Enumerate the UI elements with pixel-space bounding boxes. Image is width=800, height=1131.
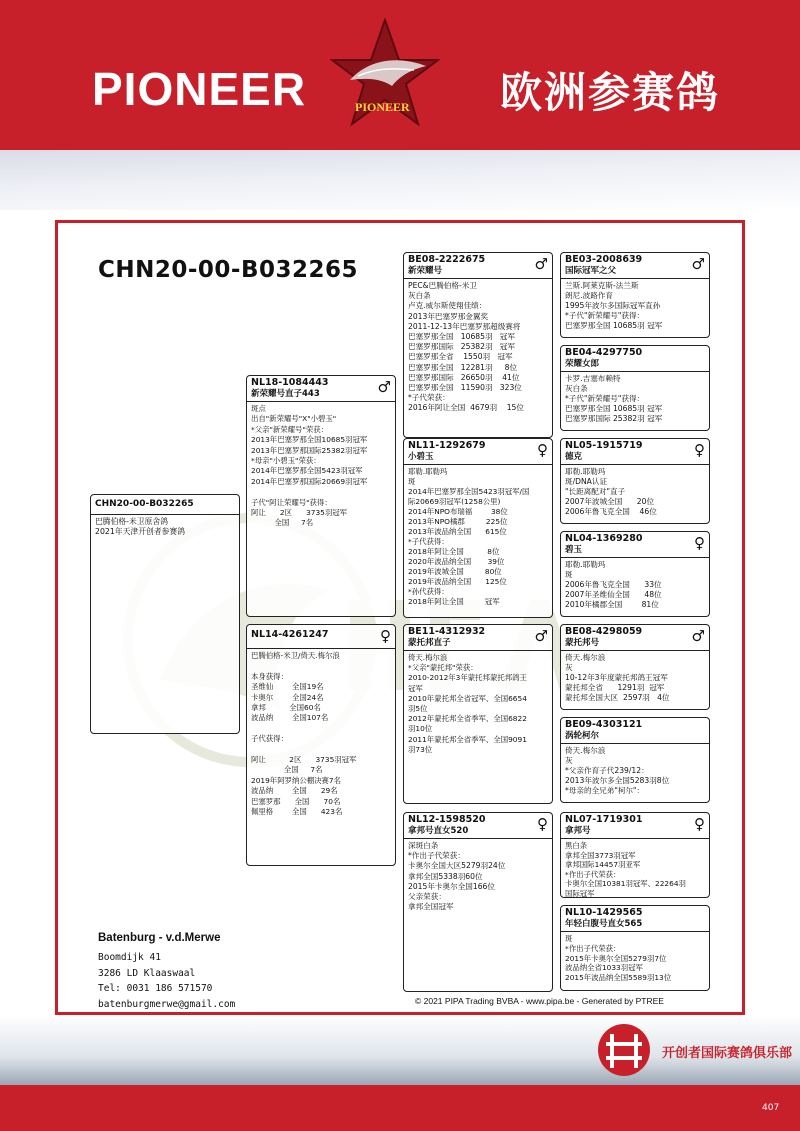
sd-dam-ring: NL04-1369280 (565, 533, 643, 544)
subject-details: 巴腾伯格-米卫原舍鸽 2021年天津开创者参赛鸽 (95, 517, 186, 537)
ss-dam-details: 卡罗.吉塞布赖特 灰白条 *子代"新荣耀号"获得： 巴塞罗那全国 10685羽 冠军 巴塞罗那国际 25382羽 冠军 (565, 374, 663, 423)
dd-sire-ring: NL07-1719301 (565, 814, 643, 825)
dam-sire-details: 倚天.梅尔浪 *父亲"蒙托邦"荣获： 2010-2012年3年蒙托邦蒙托邦鸽王 冠军 2010年蒙托邦全省冠军、全国6654 羽5位 2012年蒙托邦全省季军、全国6822 羽10位 2011年蒙托邦全省季军、全国9091 羽73位 (408, 653, 527, 754)
female-icon: ♀ (537, 815, 548, 833)
female-icon: ♀ (694, 534, 705, 552)
sire-sire-box (403, 252, 553, 438)
pioneer-star-logo (330, 18, 440, 136)
sire-sire-details: PEC&巴腾伯格-米卫 灰白条 卢克.威尔斯使翔佳绩： 2013年巴塞罗那金翼奖 2011-12-13年巴塞罗那超级赛将 巴塞罗那全国 10685羽 冠军 巴塞罗那国际 25382羽 冠军 巴塞罗那全省 1550羽 冠军 巴塞罗那全国 12281羽 8位 巴塞罗那国际 26650羽 41位 巴塞罗那全国 11590羽 323位 *子代荣获： 2016年阿让全国 4679羽 15位 (408, 281, 524, 413)
sire-header (247, 376, 395, 402)
sd-sire-ring: NL05-1915719 (565, 440, 643, 451)
sd-sire-name: 德克 (565, 452, 583, 462)
breeder-address-line2: 3286 LD Klaaswaal (98, 967, 196, 979)
sd-sire-details: 耶勒.耶勒玛 斑/DNA认证 "长距离配对"直子 2007年波城全国 20位 2006年鲁飞克全国 46位 (565, 467, 657, 516)
breeder-email[interactable]: batenburgmerwe@gmail.com (98, 998, 236, 1010)
sire-sire-name: 新荣耀号 (408, 266, 443, 276)
ss-sire-box (560, 252, 710, 338)
sire-ring: NL18-1084443 (251, 377, 329, 388)
page-title: 欧洲参赛鸽 (500, 68, 721, 117)
brand-title: PIONEER (92, 63, 307, 115)
header-stripe (0, 150, 800, 210)
ss-dam-name: 荣耀女郎 (565, 359, 600, 369)
sd-sire-header (561, 439, 709, 465)
female-icon: ♀ (380, 627, 391, 645)
breeder-address-line1: Boomdijk 41 (98, 952, 161, 963)
sire-dam-box (403, 438, 553, 618)
male-icon: ♂ (691, 627, 705, 645)
dam-ring: NL14-4261247 (251, 629, 329, 640)
ss-sire-name: 国际冠军之父 (565, 266, 617, 276)
male-icon: ♂ (534, 255, 548, 273)
sire-dam-header (404, 439, 552, 465)
ds-sire-header (561, 625, 709, 651)
ss-sire-details: 兰斯.阿莱克斯-法兰斯 朗尼.波路作育 1995年波尔多国际冠军直孙 *子代"新荣耀号"获得： 巴塞罗那全国 10685羽 冠军 (565, 281, 663, 330)
dam-dam-details: 深斑白条 *作出子代荣获： 卡奥尔全国大区5279羽24位 拿邦全国5338羽60位 2015年卡奥尔全国166位 父亲荣获： 拿邦全国冠军 (408, 841, 506, 912)
ds-sire-name: 蒙托邦号 (565, 638, 600, 648)
ds-dam-box (560, 717, 710, 803)
dam-box (246, 624, 396, 866)
ss-dam-box (560, 345, 710, 431)
breeder-phone: Tel: 0031 186 571570 (98, 983, 213, 994)
page-number: 407 (762, 1103, 780, 1113)
dam-sire-box (403, 624, 553, 804)
breeder-name: Batenburg - v.d.Merwe (98, 932, 221, 944)
dam-dam-ring: NL12-1598520 (408, 814, 486, 825)
ss-sire-header (561, 253, 709, 279)
subject-ring: CHN20-00-B032265 (95, 499, 194, 509)
breeder-info (98, 932, 235, 1012)
sire-dam-name: 小碧玉 (408, 452, 434, 462)
male-icon: ♂ (377, 378, 391, 396)
sire-dam-details: 耶勒.耶勒玛 斑 2014年巴塞罗那全国5423羽冠军/国 际20669羽冠军(1258公里) 2014年NPO布瑞福 38位 2013年NPO橘郡 225位 2013年波品纳全国 615位 *子代获得： 2018年阿让全国 8位 2020年波品纳全国 39位 2019年波城全国 80位 2019年波品纳全国 125位 *孙代获得： 2018年阿让全国 冠军 (408, 467, 530, 606)
sd-dam-header (561, 532, 709, 558)
female-icon: ♀ (694, 815, 705, 833)
female-icon: ♀ (537, 441, 548, 459)
dd-sire-header (561, 813, 709, 839)
dd-dam-name: 年轻白腹号直女565 (565, 919, 643, 929)
dd-dam-header (561, 906, 709, 932)
dd-dam-box (560, 905, 710, 991)
male-icon: ♂ (691, 255, 705, 273)
male-icon: ♂ (534, 627, 548, 645)
ss-dam-header (561, 346, 709, 372)
ds-dam-name: 涡轮柯尔 (565, 731, 600, 741)
subject-header (91, 495, 239, 515)
sire-details: 斑点 出自"新荣耀号"X"小碧玉" *父亲"新荣耀号"荣获： 2013年巴塞罗那全国10685羽冠军 2013年巴塞罗那国际25382羽冠军 *母亲"小碧玉"荣获： 2014年巴塞罗那全国5423羽冠军 2014年巴塞罗那国际20669羽冠军 子代"阿让荣耀号"获得： 阿让 2区 3735羽冠军 全国 7名 (251, 404, 368, 528)
ds-dam-ring: BE09-4303121 (565, 719, 643, 730)
copyright-notice: © 2021 PIPA Trading BVBA - www.pipa.be - Generated by PTREE (415, 996, 664, 1006)
ss-sire-ring: BE03-2008639 (565, 254, 643, 265)
dam-details: 巴腾伯格-米卫/倚天.梅尔浪 本身获得： 圣维仙 全国19名 卡奥尔 全国24名 拿邦 全国60名 波品纳 全国107名 子代获得： 阿让 2区 3735羽冠军 全国 7名 2019年阿罗纳公棚决赛7名 波品纳 全国 29名 巴塞罗那 全国 70名 佩里格 全国 423名 (251, 651, 357, 817)
pigeon-ring-heading: CHN20-00-B032265 (98, 257, 359, 283)
logo-wordmark: PIONEER (355, 100, 410, 114)
dd-dam-details: 斑 *作出子代荣获： 2015年卡奥尔全国5279羽7位 波品纳全省1033羽冠军 2015年波品纳全国5589羽13位 (565, 934, 672, 983)
club-name: 开创者国际赛鸽俱乐部 (662, 1046, 793, 1061)
ds-sire-ring: BE08-4298059 (565, 626, 643, 637)
sire-sire-ring: BE08-2222675 (408, 254, 486, 265)
ds-dam-header (561, 718, 709, 744)
ds-sire-details: 倚天.梅尔浪 灰 10-12年3年度蒙托邦鸽王冠军 蒙托邦全省 1291羽 冠军 蒙托邦全国大区 2597羽 4位 (565, 653, 670, 702)
sd-sire-box (560, 438, 710, 524)
dam-dam-name: 拿邦号直女520 (408, 826, 469, 836)
sd-dam-details: 耶勒.耶勒玛 斑 2006年鲁飞克全国 33位 2007年圣维仙全国 48位 2010年橘郡全国 81位 (565, 560, 662, 609)
sd-dam-box (560, 531, 710, 617)
dd-sire-box (560, 812, 710, 898)
sire-sire-header (404, 253, 552, 279)
dam-sire-ring: BE11-4312932 (408, 626, 486, 637)
sire-name: 新荣耀号直子443 (251, 389, 320, 399)
subject-box (90, 494, 240, 734)
dam-sire-name: 蒙托邦直子 (408, 638, 451, 648)
dam-header (247, 625, 395, 649)
dam-dam-header (404, 813, 552, 839)
dam-sire-header (404, 625, 552, 651)
dd-sire-name: 拿邦号 (565, 826, 591, 836)
ds-dam-details: 倚天.梅尔浪 灰 *父亲作育子代239/12： 2013年波尔多全国5283羽8位 *母亲的全兄弟"柯尔"： (565, 746, 670, 795)
ds-sire-box (560, 624, 710, 710)
sd-dam-name: 碧玉 (565, 545, 583, 555)
dd-sire-details: 黑白条 拿邦全国3773羽冠军 拿邦国际14457羽亚军 *作出子代荣获： 卡奥尔全国10381羽冠军、22264羽 国际冠军 (565, 841, 686, 898)
sire-dam-ring: NL11-1292679 (408, 440, 486, 451)
female-icon: ♀ (694, 441, 705, 459)
ss-dam-ring: BE04-4297750 (565, 347, 643, 358)
footer-bar (0, 1085, 800, 1131)
dd-dam-ring: NL10-1429565 (565, 907, 643, 918)
dam-dam-box (403, 812, 553, 992)
sire-box (246, 375, 396, 617)
